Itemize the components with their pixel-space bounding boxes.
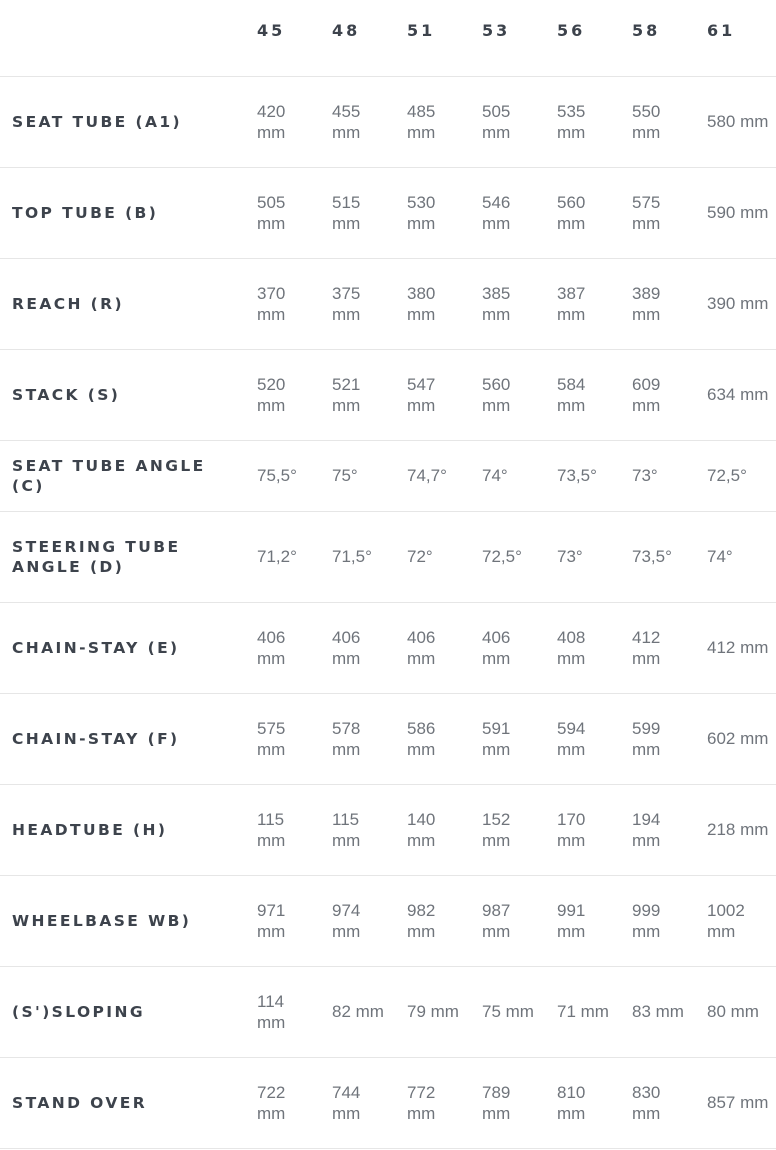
value-cell: 75° bbox=[332, 466, 358, 485]
size-header: 51 bbox=[395, 0, 470, 76]
value-cell: 71,5° bbox=[332, 547, 372, 566]
size-header: 45 bbox=[245, 0, 320, 76]
value-cell: 72,5° bbox=[707, 466, 747, 485]
table-row bbox=[0, 875, 776, 966]
table-row bbox=[0, 440, 776, 511]
value-cell: 152 mm bbox=[482, 809, 511, 850]
row-label: (S')SLOPING bbox=[12, 1002, 145, 1021]
value-cell: 380 mm bbox=[407, 283, 436, 324]
value-cell: 971 mm bbox=[257, 900, 286, 941]
value-cell: 74° bbox=[707, 547, 733, 566]
row-label: CHAIN-STAY (E) bbox=[12, 638, 180, 657]
row-label: SEAT TUBE ANGLE (C) bbox=[12, 456, 206, 495]
value-cell: 114 mm bbox=[257, 991, 286, 1032]
table-row bbox=[0, 167, 776, 258]
value-cell: 115 mm bbox=[332, 809, 361, 850]
table-row bbox=[0, 76, 776, 167]
value-cell: 406 mm bbox=[332, 627, 361, 668]
table-row bbox=[0, 784, 776, 875]
table-row bbox=[0, 1057, 776, 1148]
value-cell: 590 mm bbox=[707, 203, 769, 222]
value-cell: 744 mm bbox=[332, 1082, 361, 1123]
value-cell: 75,5° bbox=[257, 466, 297, 485]
value-cell: 218 mm bbox=[707, 820, 769, 839]
size-header: 48 bbox=[320, 0, 395, 76]
value-cell: 375 mm bbox=[332, 283, 361, 324]
value-cell: 974 mm bbox=[332, 900, 361, 941]
table-row bbox=[0, 602, 776, 693]
value-cell: 390 mm bbox=[707, 294, 769, 313]
value-cell: 547 mm bbox=[407, 374, 436, 415]
table-row bbox=[0, 511, 776, 602]
value-cell: 535 mm bbox=[557, 101, 586, 142]
table-row bbox=[0, 966, 776, 1057]
value-cell: 546 mm bbox=[482, 192, 511, 233]
value-cell: 455 mm bbox=[332, 101, 361, 142]
value-cell: 115 mm bbox=[257, 809, 286, 850]
value-cell: 1002 mm bbox=[707, 900, 745, 941]
value-cell: 982 mm bbox=[407, 900, 436, 941]
value-cell: 406 mm bbox=[257, 627, 286, 668]
value-cell: 73° bbox=[557, 547, 583, 566]
value-cell: 591 mm bbox=[482, 718, 511, 759]
row-label: STACK (S) bbox=[12, 385, 121, 404]
value-cell: 79 mm bbox=[407, 1002, 459, 1021]
value-cell: 71,2° bbox=[257, 547, 297, 566]
value-cell: 602 mm bbox=[707, 729, 769, 748]
value-cell: 575 mm bbox=[257, 718, 286, 759]
row-label: CHAIN-STAY (F) bbox=[12, 729, 180, 748]
value-cell: 83 mm bbox=[632, 1002, 684, 1021]
value-cell: 412 mm bbox=[632, 627, 661, 668]
value-cell: 560 mm bbox=[482, 374, 511, 415]
value-cell: 75 mm bbox=[482, 1002, 534, 1021]
value-cell: 857 mm bbox=[707, 1093, 769, 1112]
value-cell: 550 mm bbox=[632, 101, 661, 142]
value-cell: 80 mm bbox=[707, 1002, 759, 1021]
value-cell: 420 mm bbox=[257, 101, 286, 142]
value-cell: 521 mm bbox=[332, 374, 361, 415]
value-cell: 385 mm bbox=[482, 283, 511, 324]
value-cell: 73° bbox=[632, 466, 658, 485]
value-cell: 772 mm bbox=[407, 1082, 436, 1123]
value-cell: 389 mm bbox=[632, 283, 661, 324]
row-label: TOP TUBE (B) bbox=[12, 203, 159, 222]
value-cell: 412 mm bbox=[707, 638, 769, 657]
value-cell: 830 mm bbox=[632, 1082, 661, 1123]
value-cell: 575 mm bbox=[632, 192, 661, 233]
value-cell: 370 mm bbox=[257, 283, 286, 324]
value-cell: 586 mm bbox=[407, 718, 436, 759]
size-header: 61 bbox=[695, 0, 776, 76]
value-cell: 408 mm bbox=[557, 627, 586, 668]
value-cell: 578 mm bbox=[332, 718, 361, 759]
size-header: 58 bbox=[620, 0, 695, 76]
row-label: STEERING TUBE ANGLE (D) bbox=[12, 537, 181, 576]
value-cell: 999 mm bbox=[632, 900, 661, 941]
value-cell: 609 mm bbox=[632, 374, 661, 415]
value-cell: 634 mm bbox=[707, 385, 769, 404]
row-label: STAND OVER bbox=[12, 1093, 148, 1112]
table-row bbox=[0, 258, 776, 349]
value-cell: 387 mm bbox=[557, 283, 586, 324]
row-label: REACH (R) bbox=[12, 294, 124, 313]
size-header-row bbox=[0, 0, 776, 76]
value-cell: 560 mm bbox=[557, 192, 586, 233]
size-header: 53 bbox=[470, 0, 545, 76]
value-cell: 505 mm bbox=[482, 101, 511, 142]
value-cell: 72° bbox=[407, 547, 433, 566]
value-cell: 599 mm bbox=[632, 718, 661, 759]
size-header: 56 bbox=[545, 0, 620, 76]
value-cell: 170 mm bbox=[557, 809, 586, 850]
value-cell: 194 mm bbox=[632, 809, 661, 850]
value-cell: 406 mm bbox=[407, 627, 436, 668]
value-cell: 485 mm bbox=[407, 101, 436, 142]
table-row bbox=[0, 349, 776, 440]
value-cell: 140 mm bbox=[407, 809, 436, 850]
value-cell: 505 mm bbox=[257, 192, 286, 233]
row-label: HEADTUBE (H) bbox=[12, 820, 168, 839]
value-cell: 991 mm bbox=[557, 900, 586, 941]
value-cell: 74,7° bbox=[407, 466, 447, 485]
value-cell: 530 mm bbox=[407, 192, 436, 233]
value-cell: 82 mm bbox=[332, 1002, 384, 1021]
header-empty-cell bbox=[0, 0, 245, 76]
table-row bbox=[0, 693, 776, 784]
row-label: SEAT TUBE (A1) bbox=[12, 112, 183, 131]
row-label: WHEELBASE WB) bbox=[12, 911, 192, 930]
value-cell: 73,5° bbox=[632, 547, 672, 566]
value-cell: 580 mm bbox=[707, 112, 769, 131]
value-cell: 72,5° bbox=[482, 547, 522, 566]
value-cell: 515 mm bbox=[332, 192, 361, 233]
value-cell: 71 mm bbox=[557, 1002, 609, 1021]
value-cell: 73,5° bbox=[557, 466, 597, 485]
value-cell: 987 mm bbox=[482, 900, 511, 941]
value-cell: 594 mm bbox=[557, 718, 586, 759]
value-cell: 584 mm bbox=[557, 374, 586, 415]
value-cell: 810 mm bbox=[557, 1082, 586, 1123]
value-cell: 520 mm bbox=[257, 374, 286, 415]
value-cell: 789 mm bbox=[482, 1082, 511, 1123]
value-cell: 406 mm bbox=[482, 627, 511, 668]
value-cell: 74° bbox=[482, 466, 508, 485]
value-cell: 722 mm bbox=[257, 1082, 286, 1123]
